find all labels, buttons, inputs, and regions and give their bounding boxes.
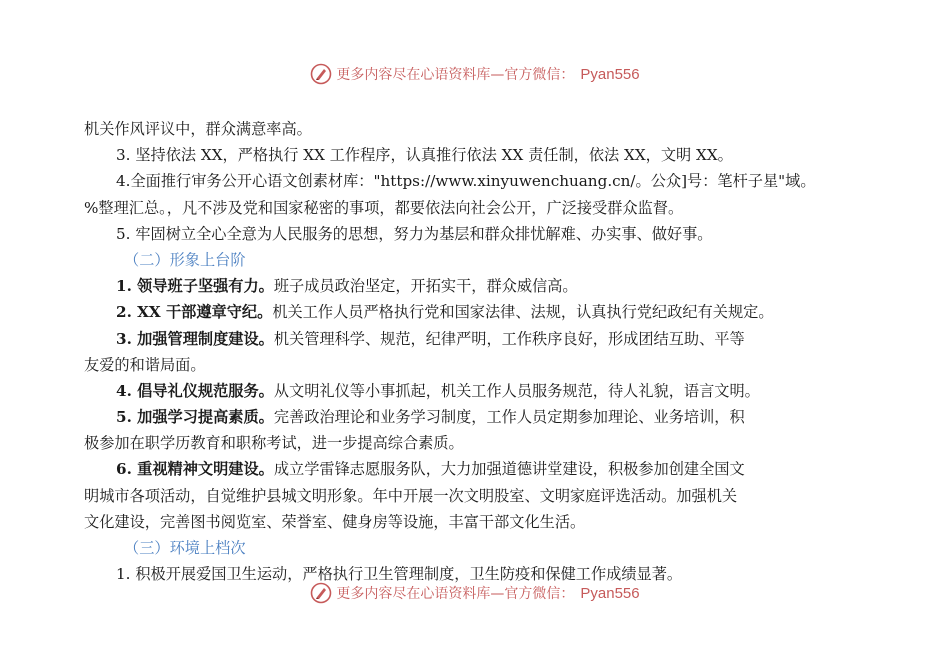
paragraph-line: [84, 326, 884, 352]
paragraph-line: 3. 坚持依法 XX，严格执行 XX 工作程序，认真推行依法 XX 责任制，依法 XX，文明 XX。: [116, 146, 733, 165]
watermark-inner: [310, 582, 639, 604]
paragraph-line: 文化建设，完善图书阅览室、荣誉室、健身房等设施，丰富干部文化生活。: [84, 512, 586, 531]
document-body: [84, 116, 884, 587]
paragraph-line: 友爱的和谐局面。: [84, 355, 206, 374]
paragraph-line: [84, 299, 884, 325]
watermark-handle: Pyan556: [580, 584, 640, 602]
section-heading: （二）形象上台阶: [124, 250, 246, 269]
paragraph-line: 4.全面推行审务公开心语文创素材库："https://www.xinyuwenchuang.cn/。公众]号：笔杆子星"域。: [116, 172, 816, 191]
paragraph-line: 极参加在职学历教育和职称考试，进一步提高综合素质。: [84, 434, 464, 453]
paragraph-line: [84, 456, 884, 482]
watermark-text: 更多内容尽在心语资料库—官方微信：: [336, 67, 575, 83]
bold-lead: 5. 加强学习提高素质。: [116, 408, 274, 427]
paragraph-text: 机关管理科学、规范，纪律严明，工作秩序良好，形成团结互助、平等: [273, 329, 745, 348]
watermark-footer: [0, 579, 950, 607]
watermark-handle: Pyan556: [580, 65, 640, 83]
paragraph-line: 5. 牢固树立全心全意为人民服务的思想，努力为基层和群众排忧解难、办实事、做好事。: [116, 224, 713, 243]
paragraph-line: [84, 378, 884, 404]
paragraph-text: 机关工作人员严格执行党和国家法律、法规，认真执行党纪政纪有关规定。: [272, 303, 774, 322]
bold-lead: 2. XX 干部遵章守纪。: [116, 303, 273, 322]
paragraph-line: 明城市各项活动，自觉维护县城文明形象。年中开展一次文明股室、文明家庭评选活动。加强机关: [84, 486, 738, 505]
bold-lead: 3. 加强管理制度建设。: [116, 329, 274, 348]
pen-logo-icon: [310, 63, 332, 85]
paragraph-line: [84, 273, 884, 299]
paragraph-line: 1. 积极开展爱国卫生运动，严格执行卫生管理制度，卫生防疫和保健工作成绩显著。: [116, 565, 683, 584]
pen-logo-icon: [310, 582, 332, 604]
section-heading: （三）环境上档次: [124, 539, 246, 557]
paragraph-text: 班子成员政治坚定，开拓实干，群众威信高。: [273, 277, 578, 296]
paragraph-line: [84, 404, 884, 430]
paragraph-text: 成立学雷锋志愿服务队，大力加强道德讲堂建设，积极参加创建全国文: [273, 460, 745, 479]
paragraph-text: 完善政治理论和业务学习制度，工作人员定期参加理论、业务培训，积: [273, 408, 745, 427]
paragraph-line: %整理汇总。，凡不涉及党和国家秘密的事项，都要依法向社会公开，广泛接受群众监督。: [84, 198, 684, 217]
paragraph-text: 从文明礼仪等小事抓起，机关工作人员服务规范，待人礼貌，语言文明。: [273, 381, 760, 400]
paragraph-line: 机关作风评议中，群众满意率高。: [84, 120, 312, 138]
bold-lead: 1. 领导班子坚强有力。: [116, 277, 274, 296]
watermark-text: 更多内容尽在心语资料库—官方微信：: [336, 586, 575, 602]
bold-lead: 4. 倡导礼仪规范服务。: [116, 381, 274, 400]
watermark-header: [0, 60, 950, 88]
bold-lead: 6. 重视精神文明建设。: [116, 460, 274, 479]
watermark-inner: [310, 63, 639, 85]
